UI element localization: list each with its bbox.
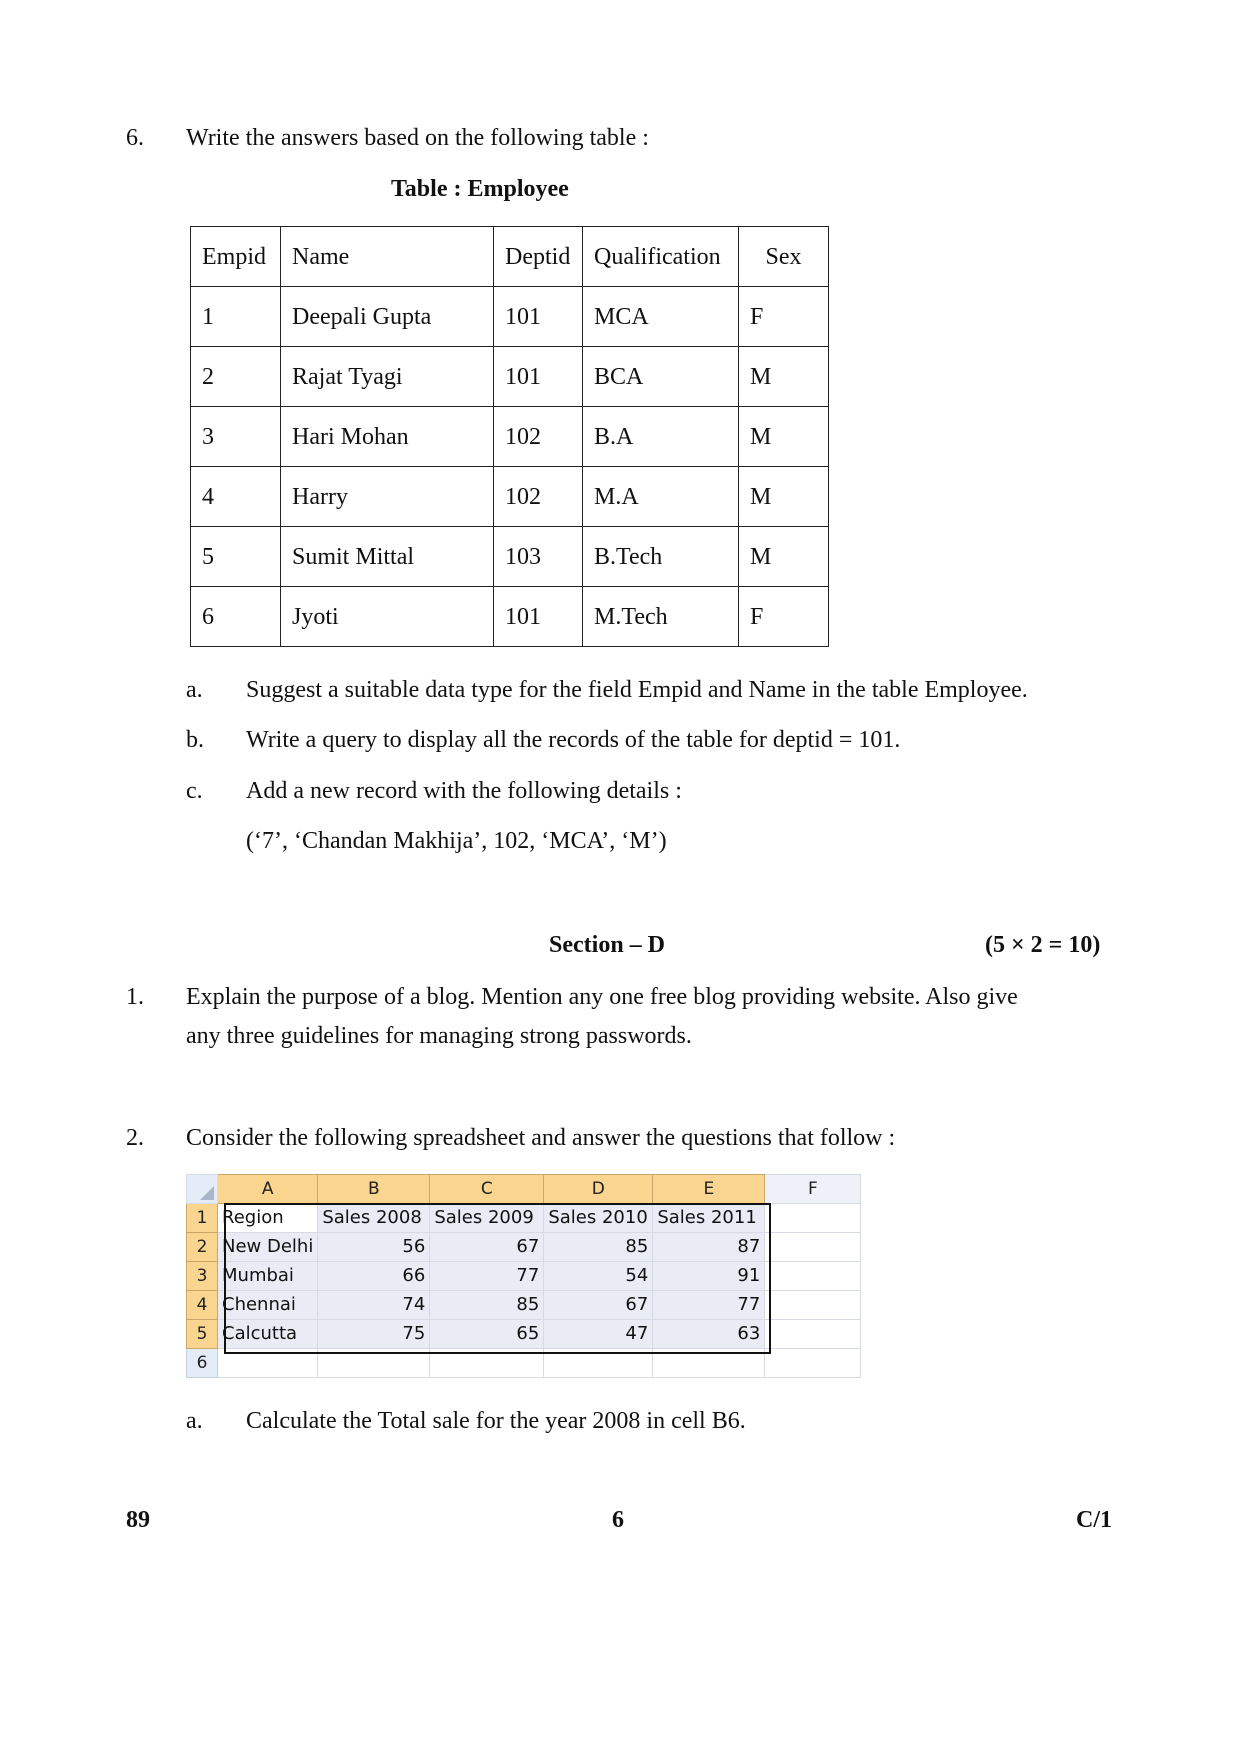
sheet-cell: 77 xyxy=(430,1262,544,1291)
table-cell: Hari Mohan xyxy=(281,407,494,467)
sheet-cell: 47 xyxy=(544,1320,653,1349)
table-cell: 101 xyxy=(494,587,583,647)
sheet-row xyxy=(187,1204,861,1233)
table-header-row xyxy=(191,227,829,287)
column-header: A xyxy=(218,1175,318,1204)
table-cell: 102 xyxy=(494,467,583,527)
header-cell: Sex xyxy=(739,227,829,287)
sheet-row xyxy=(187,1233,861,1262)
sheet-row xyxy=(187,1320,861,1349)
table-title: Table : Employee xyxy=(391,176,569,202)
sheet-cell: 75 xyxy=(318,1320,430,1349)
part-label: b. xyxy=(186,727,204,753)
sheet-cell: Sales 2010 xyxy=(544,1204,653,1233)
sheet-row xyxy=(187,1349,861,1378)
section-marks: (5 × 2 = 10) xyxy=(985,932,1101,958)
question-number: 2. xyxy=(126,1125,144,1151)
table-cell: M xyxy=(739,407,829,467)
sheet-cell xyxy=(544,1349,653,1378)
sheet-cell xyxy=(765,1349,861,1378)
question-prompt: Write the answers based on the following table : xyxy=(186,125,649,151)
table-cell: B.Tech xyxy=(583,527,739,587)
spreadsheet xyxy=(186,1174,861,1378)
row-header: 3 xyxy=(187,1262,218,1291)
sheet-cell xyxy=(653,1349,765,1378)
footer-code: 89 xyxy=(126,1507,150,1533)
column-header: B xyxy=(318,1175,430,1204)
employee-table xyxy=(190,226,829,647)
footer-set: C/1 xyxy=(1076,1507,1112,1533)
table-cell: 4 xyxy=(191,467,281,527)
sheet-cell: 77 xyxy=(653,1291,765,1320)
table-cell: 6 xyxy=(191,587,281,647)
table-cell: 5 xyxy=(191,527,281,587)
table-row xyxy=(191,287,829,347)
select-all-corner xyxy=(187,1175,218,1204)
page-number: 6 xyxy=(612,1507,624,1533)
sheet-cell xyxy=(430,1349,544,1378)
sheet-cell xyxy=(765,1204,861,1233)
table-cell: Sumit Mittal xyxy=(281,527,494,587)
sheet-cell xyxy=(765,1262,861,1291)
table-cell: B.A xyxy=(583,407,739,467)
sheet-cell: 67 xyxy=(430,1233,544,1262)
sheet-cell: 63 xyxy=(653,1320,765,1349)
table-cell: F xyxy=(739,287,829,347)
question-number: 6. xyxy=(126,125,144,151)
sheet-cell: Sales 2011 xyxy=(653,1204,765,1233)
sheet-cell: 91 xyxy=(653,1262,765,1291)
row-header: 4 xyxy=(187,1291,218,1320)
table-cell: Deepali Gupta xyxy=(281,287,494,347)
question-text: any three guidelines for managing strong passwords. xyxy=(186,1023,692,1049)
table-cell: M xyxy=(739,527,829,587)
sheet-cell: 67 xyxy=(544,1291,653,1320)
row-header: 5 xyxy=(187,1320,218,1349)
sheet-column-header-row xyxy=(187,1175,861,1204)
part-text: Add a new record with the following details : xyxy=(246,778,682,804)
section-title: Section – D xyxy=(549,932,665,958)
sheet-cell: 54 xyxy=(544,1262,653,1291)
sheet-cell: 74 xyxy=(318,1291,430,1320)
row-header: 2 xyxy=(187,1233,218,1262)
table-cell: M xyxy=(739,467,829,527)
part-text: Suggest a suitable data type for the field Empid and Name in the table Employee. xyxy=(246,677,1028,703)
table-cell: M.A xyxy=(583,467,739,527)
part-text: Write a query to display all the records of the table for deptid = 101. xyxy=(246,727,901,753)
sheet-row xyxy=(187,1291,861,1320)
table-cell: Rajat Tyagi xyxy=(281,347,494,407)
table-cell: 1 xyxy=(191,287,281,347)
table-cell: F xyxy=(739,587,829,647)
sheet-cell xyxy=(218,1349,318,1378)
table-row xyxy=(191,527,829,587)
table-cell: Harry xyxy=(281,467,494,527)
table-cell: Jyoti xyxy=(281,587,494,647)
table-cell: 3 xyxy=(191,407,281,467)
sheet-cell: 66 xyxy=(318,1262,430,1291)
table-cell: M.Tech xyxy=(583,587,739,647)
sheet-cell xyxy=(765,1320,861,1349)
sheet-cell xyxy=(318,1349,430,1378)
table-row xyxy=(191,587,829,647)
sheet-cell: 85 xyxy=(430,1291,544,1320)
table-cell: BCA xyxy=(583,347,739,407)
table-cell: 101 xyxy=(494,287,583,347)
table-cell: 102 xyxy=(494,407,583,467)
part-text: Calculate the Total sale for the year 2008 in cell B6. xyxy=(246,1408,746,1434)
header-cell: Empid xyxy=(191,227,281,287)
sheet-cell: 87 xyxy=(653,1233,765,1262)
part-label: a. xyxy=(186,677,203,703)
header-cell: Deptid xyxy=(494,227,583,287)
sheet-cell: Chennai xyxy=(218,1291,318,1320)
table-row xyxy=(191,407,829,467)
header-cell: Qualification xyxy=(583,227,739,287)
table-cell: 2 xyxy=(191,347,281,407)
sheet-cell: 85 xyxy=(544,1233,653,1262)
question-number: 1. xyxy=(126,984,144,1010)
sheet-cell: Sales 2009 xyxy=(430,1204,544,1233)
sheet-cell: Mumbai xyxy=(218,1262,318,1291)
sheet-cell: 56 xyxy=(318,1233,430,1262)
table-cell: M xyxy=(739,347,829,407)
sheet-cell: Region xyxy=(218,1204,318,1233)
sheet-cell xyxy=(765,1291,861,1320)
table-row xyxy=(191,467,829,527)
table-cell: MCA xyxy=(583,287,739,347)
record-values: (‘7’, ‘Chandan Makhija’, 102, ‘MCA’, ‘M’) xyxy=(246,828,667,854)
column-header: C xyxy=(430,1175,544,1204)
question-prompt: Consider the following spreadsheet and answer the questions that follow : xyxy=(186,1125,896,1151)
column-header: D xyxy=(544,1175,653,1204)
table-cell: 101 xyxy=(494,347,583,407)
part-label: c. xyxy=(186,778,203,804)
sheet-cell: New Delhi xyxy=(218,1233,318,1262)
table-row xyxy=(191,347,829,407)
question-text: Explain the purpose of a blog. Mention any one free blog providing website. Also give xyxy=(186,984,1018,1010)
sheet-row xyxy=(187,1262,861,1291)
column-header: F xyxy=(765,1175,861,1204)
sheet-cell: 65 xyxy=(430,1320,544,1349)
row-header: 1 xyxy=(187,1204,218,1233)
header-cell: Name xyxy=(281,227,494,287)
sheet-cell: Calcutta xyxy=(218,1320,318,1349)
sheet-cell: Sales 2008 xyxy=(318,1204,430,1233)
sheet-cell xyxy=(765,1233,861,1262)
table-cell: 103 xyxy=(494,527,583,587)
column-header: E xyxy=(653,1175,765,1204)
part-label: a. xyxy=(186,1408,203,1434)
row-header: 6 xyxy=(187,1349,218,1378)
